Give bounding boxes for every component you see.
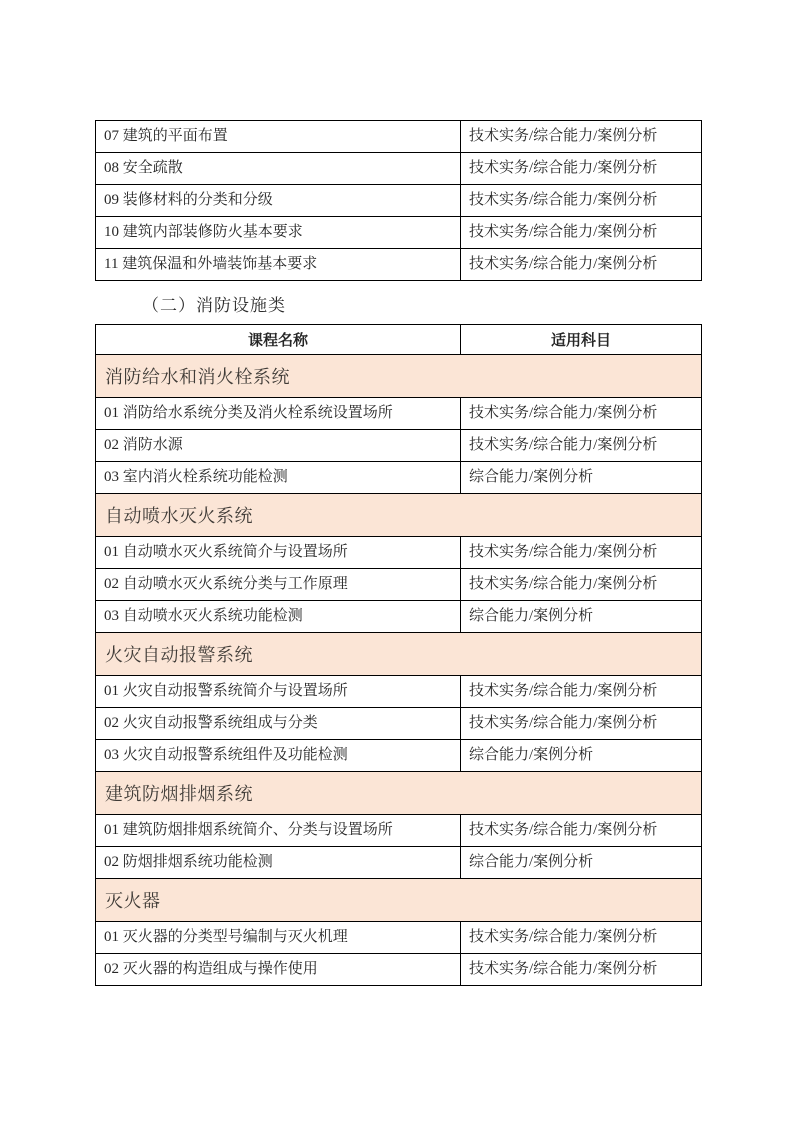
section-title: 建筑防烟排烟系统 xyxy=(96,772,702,815)
applicable-subjects-cell: 综合能力/案例分析 xyxy=(461,462,702,494)
section-title: 自动喷水灭火系统 xyxy=(96,494,702,537)
course-row xyxy=(96,601,702,633)
applicable-subjects-cell: 技术实务/综合能力/案例分析 xyxy=(461,569,702,601)
section-heading-fire-facilities: （二）消防设施类 xyxy=(142,296,286,315)
course-name-cell: 02 火灾自动报警系统组成与分类 xyxy=(96,708,461,740)
course-name-cell: 07 建筑的平面布置 xyxy=(96,121,461,153)
section-title: 灭火器 xyxy=(96,879,702,922)
section-title: 消防给水和消火栓系统 xyxy=(96,355,702,398)
applicable-subjects-cell: 技术实务/综合能力/案例分析 xyxy=(461,537,702,569)
applicable-subjects-cell: 技术实务/综合能力/案例分析 xyxy=(461,217,702,249)
course-name-cell: 02 灭火器的构造组成与操作使用 xyxy=(96,954,461,986)
applicable-subjects-cell: 技术实务/综合能力/案例分析 xyxy=(461,815,702,847)
table-header-row xyxy=(96,325,702,355)
applicable-subjects-cell: 技术实务/综合能力/案例分析 xyxy=(461,708,702,740)
course-row xyxy=(96,462,702,494)
course-row xyxy=(96,537,702,569)
course-row xyxy=(96,121,702,153)
section-title: 火灾自动报警系统 xyxy=(96,633,702,676)
applicable-subjects-cell: 技术实务/综合能力/案例分析 xyxy=(461,249,702,281)
course-name-cell: 02 自动喷水灭火系统分类与工作原理 xyxy=(96,569,461,601)
course-name-cell: 02 消防水源 xyxy=(96,430,461,462)
section-header-row xyxy=(96,355,702,398)
course-name-cell: 01 建筑防烟排烟系统简介、分类与设置场所 xyxy=(96,815,461,847)
course-row xyxy=(96,676,702,708)
course-name-cell: 08 安全疏散 xyxy=(96,153,461,185)
column-header-course-name: 课程名称 xyxy=(96,325,461,355)
section-header-row xyxy=(96,879,702,922)
course-row xyxy=(96,815,702,847)
course-row xyxy=(96,740,702,772)
course-name-cell: 03 室内消火栓系统功能检测 xyxy=(96,462,461,494)
course-row xyxy=(96,708,702,740)
course-name-cell: 09 装修材料的分类和分级 xyxy=(96,185,461,217)
applicable-subjects-cell: 综合能力/案例分析 xyxy=(461,847,702,879)
course-row xyxy=(96,185,702,217)
course-row xyxy=(96,922,702,954)
course-name-cell: 01 火灾自动报警系统简介与设置场所 xyxy=(96,676,461,708)
course-row xyxy=(96,847,702,879)
course-name-cell: 01 消防给水系统分类及消火栓系统设置场所 xyxy=(96,398,461,430)
course-name-cell: 01 自动喷水灭火系统简介与设置场所 xyxy=(96,537,461,569)
applicable-subjects-cell: 技术实务/综合能力/案例分析 xyxy=(461,430,702,462)
building-fire-prevention-course-table xyxy=(95,120,702,281)
course-row xyxy=(96,153,702,185)
applicable-subjects-cell: 技术实务/综合能力/案例分析 xyxy=(461,922,702,954)
course-name-cell: 03 自动喷水灭火系统功能检测 xyxy=(96,601,461,633)
applicable-subjects-cell: 技术实务/综合能力/案例分析 xyxy=(461,153,702,185)
applicable-subjects-cell: 技术实务/综合能力/案例分析 xyxy=(461,121,702,153)
course-row xyxy=(96,954,702,986)
section-header-row xyxy=(96,772,702,815)
applicable-subjects-cell: 综合能力/案例分析 xyxy=(461,601,702,633)
applicable-subjects-cell: 技术实务/综合能力/案例分析 xyxy=(461,398,702,430)
course-name-cell: 02 防烟排烟系统功能检测 xyxy=(96,847,461,879)
applicable-subjects-cell: 综合能力/案例分析 xyxy=(461,740,702,772)
course-row xyxy=(96,217,702,249)
course-row xyxy=(96,430,702,462)
column-header-applicable-subjects: 适用科目 xyxy=(461,325,702,355)
fire-facilities-course-table xyxy=(95,324,702,986)
course-name-cell: 01 灭火器的分类型号编制与灭火机理 xyxy=(96,922,461,954)
course-row xyxy=(96,569,702,601)
course-name-cell: 11 建筑保温和外墙装饰基本要求 xyxy=(96,249,461,281)
course-name-cell: 03 火灾自动报警系统组件及功能检测 xyxy=(96,740,461,772)
section-header-row xyxy=(96,494,702,537)
applicable-subjects-cell: 技术实务/综合能力/案例分析 xyxy=(461,676,702,708)
applicable-subjects-cell: 技术实务/综合能力/案例分析 xyxy=(461,954,702,986)
course-row xyxy=(96,398,702,430)
section-header-row xyxy=(96,633,702,676)
course-name-cell: 10 建筑内部装修防火基本要求 xyxy=(96,217,461,249)
course-row xyxy=(96,249,702,281)
applicable-subjects-cell: 技术实务/综合能力/案例分析 xyxy=(461,185,702,217)
